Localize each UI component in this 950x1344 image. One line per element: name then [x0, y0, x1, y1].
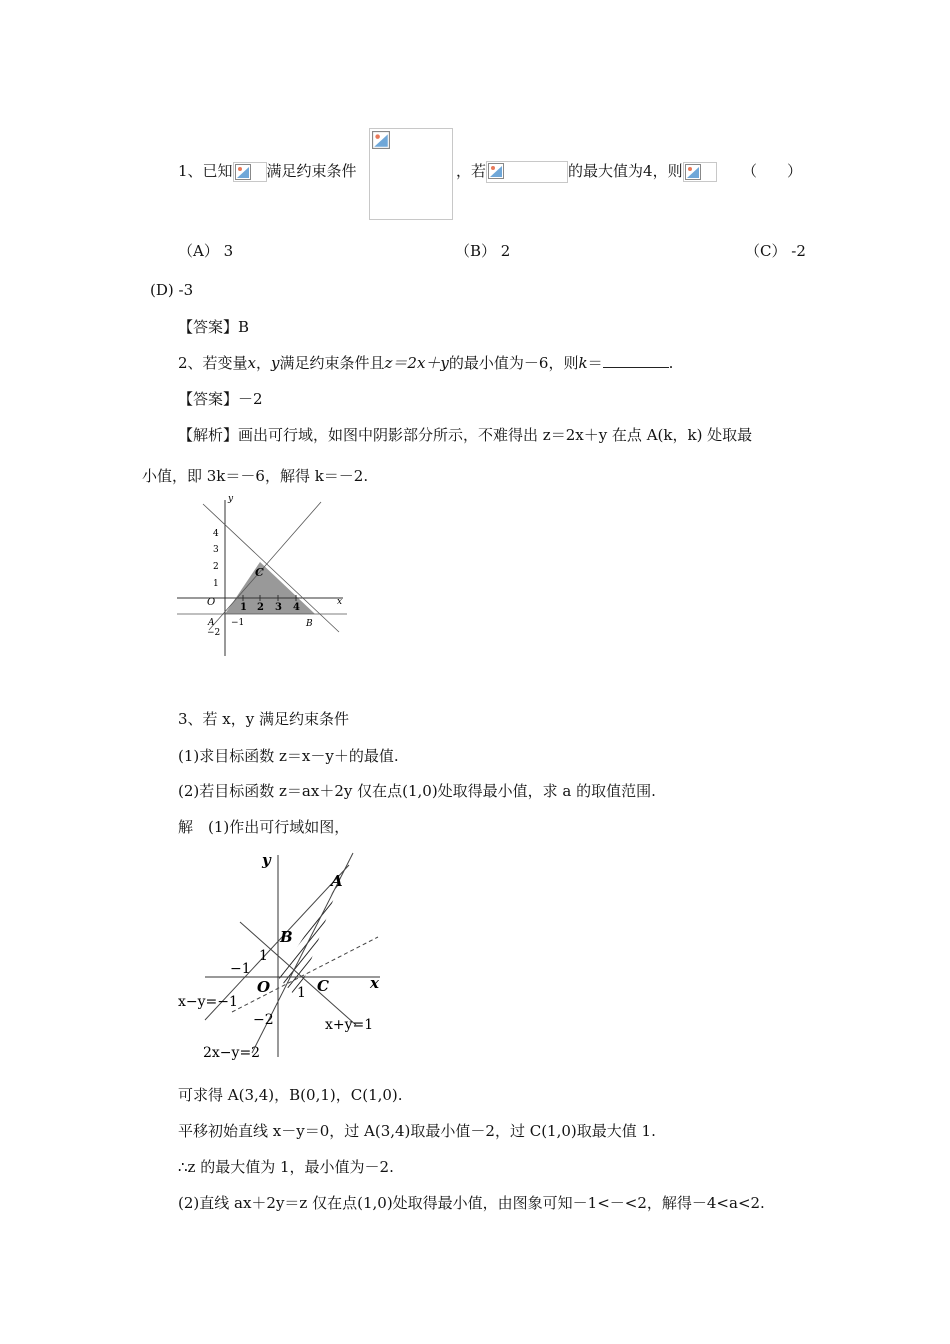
- y-tick-label: −2: [207, 628, 221, 638]
- q1-answer: [178, 316, 249, 337]
- figure-2-graph: [170, 845, 395, 1060]
- broken-image-icon: [683, 162, 717, 182]
- x-axis-label: x: [370, 974, 379, 992]
- point-c-label: C: [317, 977, 329, 995]
- x-axis-label: x: [337, 597, 343, 607]
- x-tick-label: 1: [240, 602, 247, 613]
- q2-var-y: y: [271, 354, 280, 372]
- q1-text-3: ，若: [456, 162, 487, 180]
- x-tick-label: 1: [297, 985, 306, 1001]
- line-label-x-plus-y: x+y=1: [325, 1017, 374, 1033]
- line-label-x-minus-y: x−y=−1: [178, 994, 238, 1010]
- q3-result-1: 可求得 A(3,4)，B(0,1)，C(1,0).: [178, 1086, 403, 1104]
- answer-value: B: [238, 318, 250, 336]
- q2-answer: [178, 388, 263, 409]
- q3-solution: 解 (1)作出可行域如图，: [178, 818, 350, 836]
- figure-1-graph: [175, 492, 355, 660]
- answer-blank: [603, 353, 669, 368]
- q1-stem: [178, 160, 357, 182]
- x-tick-label: 2: [257, 602, 264, 613]
- feasible-region: [225, 562, 315, 614]
- origin-label: O: [257, 978, 271, 996]
- q2-text-4: ＝: [587, 354, 603, 372]
- analysis-label: 【解析】: [178, 426, 239, 444]
- q1-stem-2: [456, 160, 717, 183]
- q1-text-4: 的最大值为: [568, 162, 644, 180]
- q2-sep: ，: [256, 354, 272, 372]
- y-axis-label: y: [228, 494, 234, 504]
- q3-part-1: (1)求目标函数 z＝x－y＋的最值.: [178, 747, 399, 765]
- point-b-label: B: [306, 619, 313, 629]
- y-tick-label: 1: [213, 579, 219, 589]
- line-label-2x-minus-y: 2x−y=2: [203, 1045, 261, 1060]
- answer-label: 【答案】: [178, 318, 239, 336]
- point-a-label: A: [331, 872, 343, 890]
- q3-result-3: ∴z 的最大值为 1，最小值为－2.: [178, 1158, 394, 1176]
- x-tick-label: 4: [293, 602, 300, 613]
- q2-var-x: x: [247, 354, 257, 372]
- q1-text-1: 1、已知: [178, 162, 233, 180]
- y-tick-label: 1: [259, 948, 268, 964]
- x-tick-label: 3: [275, 602, 282, 613]
- broken-image-icon: [372, 131, 390, 149]
- q2-expr: z＝2x＋y: [384, 354, 449, 372]
- q3-result-4: (2)直线 ax＋2y＝z 仅在点(1,0)处取得最小值，由图象可知－1<－<2，解得－4<a<2.: [178, 1194, 765, 1212]
- y-tick-label: 3: [213, 545, 219, 555]
- point-a-label: A: [208, 618, 215, 628]
- answer-value: －2: [238, 390, 263, 408]
- q2-analysis-line-1: [178, 424, 752, 445]
- q3-head: 3、若 x，y 满足约束条件: [178, 710, 350, 728]
- broken-image-icon: [233, 162, 267, 182]
- q2-text-1: 2、若变量: [178, 354, 248, 372]
- q2-stem: [178, 352, 673, 373]
- q1-text-2: 满足约束条件: [266, 162, 357, 180]
- line-x-plus-y: [240, 922, 356, 1025]
- y-tick-label: 4: [213, 529, 219, 539]
- analysis-text: 画出可行域，如图中阴影部分所示，不难得出 z＝2x＋y 在点 A(k，k) 处取最: [238, 426, 753, 444]
- q1-paren: （ ）: [742, 162, 803, 180]
- q3-part-2: (2)若目标函数 z＝ax＋2y 仅在点(1,0)处取得最小值，求 a 的取值范围.: [178, 782, 656, 800]
- q2-analysis-line-2: 小值，即 3k＝－6，解得 k＝－2.: [142, 467, 369, 485]
- q1-option-a: （A） 3: [178, 242, 234, 260]
- answer-label: 【答案】: [178, 390, 239, 408]
- q1-text-5: ，则: [652, 162, 683, 180]
- q2-text-5: .: [668, 354, 674, 372]
- q3-result-2: 平移初始直线 x－y＝0，过 A(3,4)取最小值－2，过 C(1,0)取最大值 1.: [178, 1122, 656, 1140]
- q1-max-value: 4: [643, 162, 653, 180]
- point-c-label: C: [255, 566, 264, 579]
- broken-image-icon: [486, 161, 568, 183]
- q1-option-b: （B） 2: [455, 242, 511, 260]
- q2-var-k: k: [578, 354, 588, 372]
- origin-label: O: [207, 597, 216, 608]
- x-tick-label: −1: [231, 618, 245, 628]
- q1-constraint-image: [369, 128, 453, 220]
- point-b-label: B: [280, 928, 293, 946]
- y-axis-label: y: [262, 851, 271, 869]
- x-tick-label: −1: [230, 961, 251, 977]
- y-tick-label: −2: [253, 1012, 274, 1028]
- q1-option-d: (D) -3: [150, 281, 194, 299]
- y-tick-label: 2: [213, 562, 219, 572]
- q2-text-2: 满足约束条件且: [279, 354, 385, 372]
- q2-text-3: 的最小值为－6，则: [448, 354, 579, 372]
- q1-option-c: （C） -2: [745, 242, 806, 260]
